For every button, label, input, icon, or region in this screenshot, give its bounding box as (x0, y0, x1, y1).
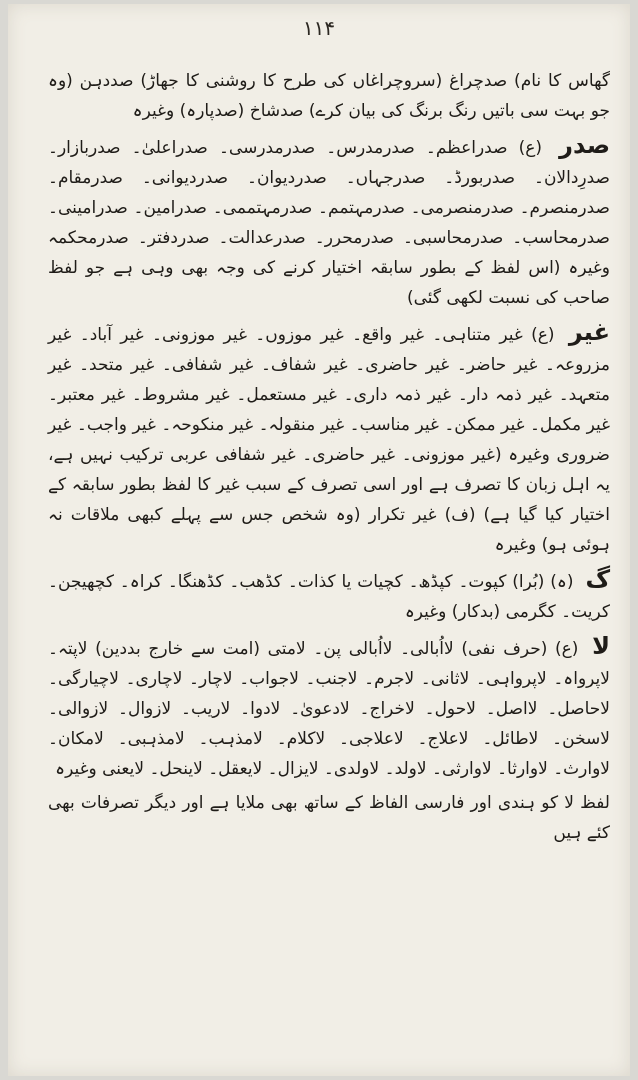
paragraph-text: (ع) غیر متناہی۔ غیر واقع۔ غیر موزوں۔ غیر موزونی۔ غیر آباد۔ غیر مزروعہ۔ غیر حاضر۔ غیر حاضری۔ غیر شفاف۔ غیر شفافی۔ غیر متحد۔ غیر متعہد۔ غیر ذمہ دار۔ غیر ذمہ داری۔ غیر مستعمل۔ غیر مشروط۔ غیر معتبر۔ غیر مکمل۔ غیر ممکن۔ غیر مناسب۔ غیر منقولہ۔ غیر منکوحہ۔ غیر واجب۔ غیر ضروری وغیرہ (غیر موزونی۔ غیر حاضری۔ غیر شفافی عربی ترکیب نہیں ہے، یہ اہل زبان کا تصرف ہے اور اسی تصرف کے سبب غیر کا لفظ بطور سابقہ کے اختیار کیا گیا ہے) (ف) غیر تکرار (وہ شخص جس سے پہلے کبھی ملاقات نہ ہوئی ہو) وغیرہ (48, 325, 610, 555)
paragraph-text: (ع) (حرف نفی) لااُبالی۔ لااُبالی پن۔ لامتی (امت سے خارج بددین) لاپتہ۔ لاپرواہ۔ لاپرواہی۔ لاثانی۔ لاجرم۔ لاجنب۔ لاجواب۔ لاچار۔ لاچاری۔ لاچیارگی۔ لاحاصل۔ لااصل۔ لاحول۔ لاخراج۔ لادعویٰ۔ لادوا۔ لاریب۔ لازوال۔ لازوالی۔ لاسخن۔ لاطائل۔ لاعلاج۔ لاعلاجی۔ لاکلام۔ لامذہب۔ لامذہبی۔ لامکان۔ لاوارث۔ لاوارثا۔ لاوارثی۔ لاولد۔ لاولدی۔ لایزال۔ لایعقل۔ لاینحل۔ لایعنی وغیرہ (48, 639, 610, 779)
entry-headword: صدر (559, 131, 611, 159)
paragraph-text: لفظ لا کو ہندی اور فارسی الفاظ کے ساتھ بھی ملایا ہے اور دیگر تصرفات بھی کئے ہیں (48, 793, 610, 843)
paragraph-text: گھاس کا نام) صدچراغ (سروچراغاں کی طرح کا روشنی کا جھاڑ) صددہن (وہ جو بہت سی باتیں رنگ برنگ کی بیان کرے) صدشاخ (صدپارہ) وغیرہ (48, 71, 610, 121)
paragraph-text: (ہ) (بُرا) کپوت۔ کپڈھ۔ کچیات یا کذات۔ کڈھب۔ کڈھنگا۔ کراہ۔ کچھیجن۔ کریت۔ کگرمی (بدکار) وغیرہ (48, 572, 610, 622)
entry-headword: لا (592, 632, 611, 660)
paragraph-3 (48, 317, 610, 560)
paragraph-1 (48, 66, 610, 126)
entry-headword: گ (585, 565, 611, 593)
paragraph-5 (48, 631, 610, 784)
body-text (48, 66, 610, 992)
document-page (8, 4, 630, 1076)
paragraph-text: (ع) صدراعظم۔ صدرمدرس۔ صدرمدرسی۔ صدراعلیٰ۔ صدربازار۔ صدرِدالان۔ صدربورڈ۔ صدرجہاں۔ صدردیوان۔ صدردیوانی۔ صدرمقام۔ صدرمنصرم۔ صدرمنصرمی۔ صدرمہتمم۔ صدرمہتممی۔ صدرامین۔ صدرامینی۔ صدرمحاسب۔ صدرمحاسبی۔ صدرمحرر۔ صدرعدالت۔ صدردفتر۔ صدرمحکمہ وغیرہ (اس لفظ کے بطور سابقہ اختیار کرنے کی وجہ بھی وہی ہے جو لفظ صاحب کی نسبت لکھی گئی) (48, 138, 610, 308)
paragraph-6 (48, 788, 610, 848)
paragraph-4 (48, 564, 610, 627)
paragraph-2 (48, 130, 610, 313)
page-number: ۱۱۴ (302, 16, 336, 40)
entry-headword: غیر (568, 318, 610, 346)
